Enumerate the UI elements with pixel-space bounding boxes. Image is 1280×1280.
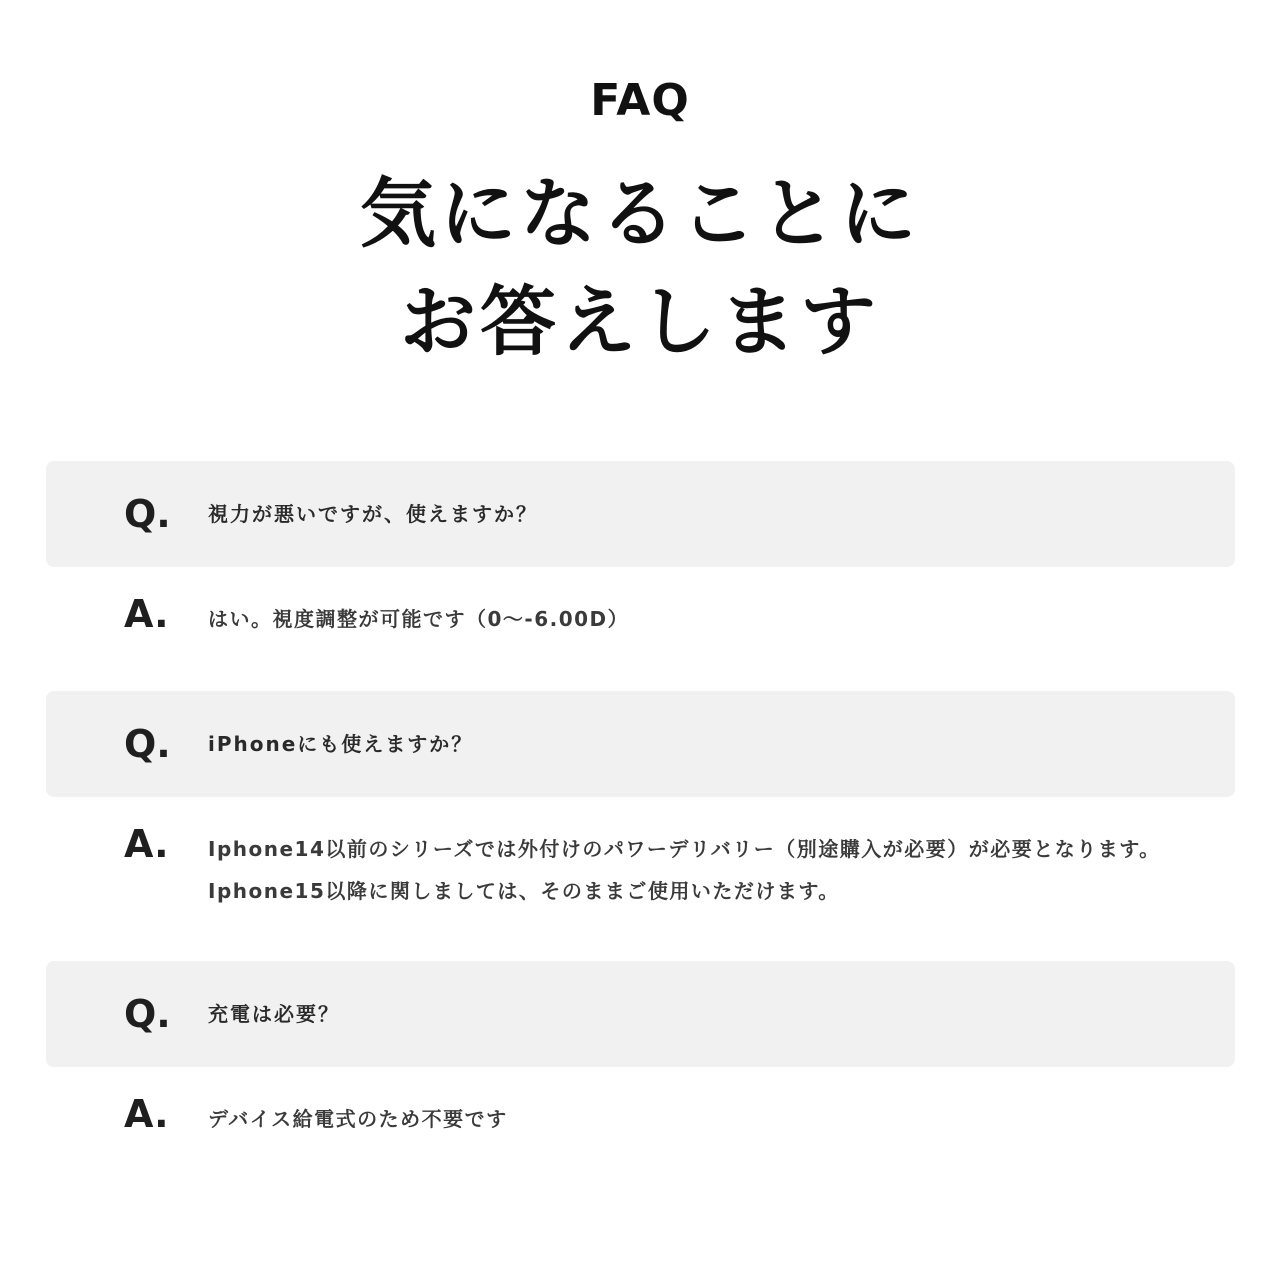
faq-question[interactable]	[46, 461, 1235, 567]
faq-question[interactable]	[46, 691, 1235, 797]
answer-mark-label: A.	[124, 822, 169, 866]
faq-answer	[46, 797, 1235, 961]
question-mark-label: Q.	[124, 722, 171, 766]
page-title-line-2: お答えします	[400, 277, 880, 366]
answer-mark-label: A.	[124, 1092, 169, 1136]
question-text: 充電は必要？	[208, 1002, 340, 1026]
answer-text	[208, 1098, 508, 1140]
faq-question[interactable]	[46, 961, 1235, 1067]
answer-line: Iphone14以前のシリーズでは外付けのパワーデリバリー（別途購入が必要）が必要となります。	[208, 837, 1161, 861]
faq-item	[46, 961, 1235, 1177]
faq-list	[46, 461, 1235, 1177]
question-mark-label: Q.	[124, 992, 171, 1036]
faq-answer	[46, 567, 1235, 691]
answer-line: デバイス給電式のため不要です	[208, 1107, 508, 1131]
page-title	[0, 160, 1280, 376]
section-eyebrow: FAQ	[590, 75, 690, 126]
answer-text	[208, 598, 629, 640]
question-text: 視力が悪いですが、使えますか？	[208, 502, 538, 526]
answer-line: Iphone15以降に関しましては、そのままご使用いただけます。	[208, 879, 840, 903]
faq-item	[46, 461, 1235, 691]
answer-text	[208, 828, 1161, 912]
answer-mark-label: A.	[124, 592, 169, 636]
faq-item	[46, 691, 1235, 961]
answer-line: はい。視度調整が可能です（0〜-6.00D）	[208, 607, 630, 631]
question-mark-label: Q.	[124, 492, 171, 536]
question-text: iPhoneにも使えますか？	[208, 732, 474, 756]
page-title-line-1: 気になることに	[360, 169, 920, 258]
faq-answer	[46, 1067, 1235, 1177]
